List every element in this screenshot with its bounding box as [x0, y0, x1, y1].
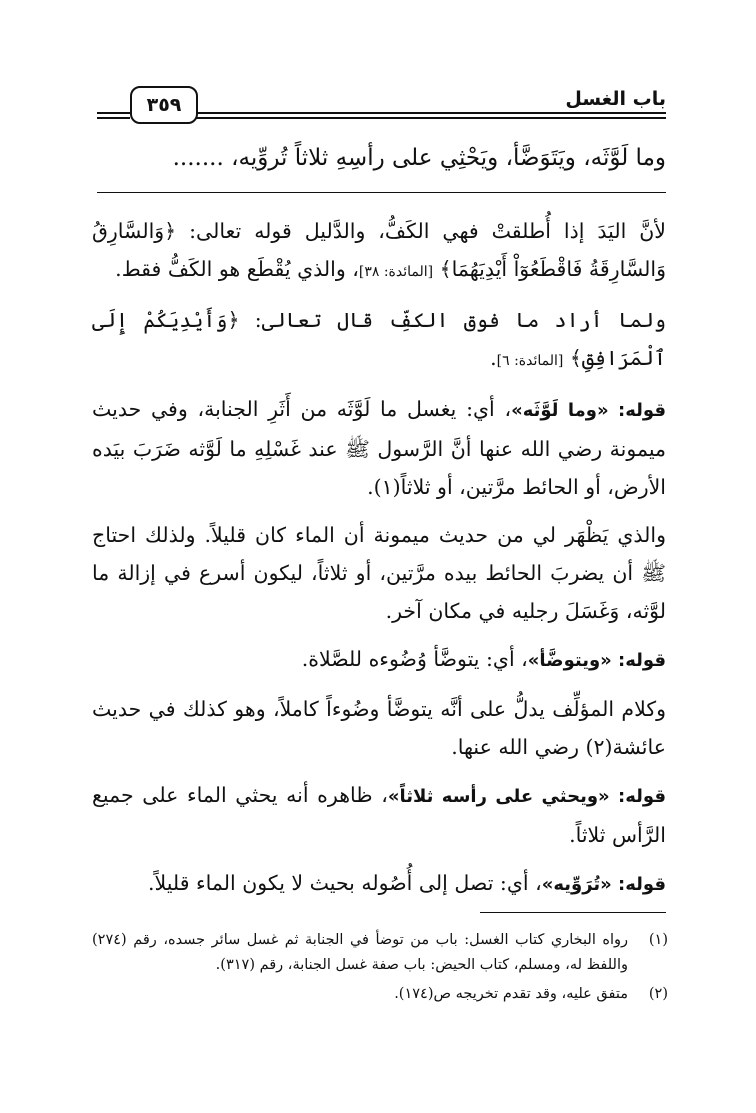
paragraph: [92, 690, 666, 766]
paragraph-text: ، أي: يغسل ما لَوَّثَه من أَثَرِ الجنابة، وفي حديث ميمونة رضي الله عنها أنَّ الرَّسول ﷺ عند غَسْلِهِ ما لَوَّثه ضَرَبَ بيَده الأرض، أو الحائط مرَّتين، أو ثلاثاً(١).: [92, 397, 666, 499]
paragraph-text: ، أي: تصل إلى أُصُوله بحيث لا يكون الماء قليلاً.: [148, 871, 542, 895]
paragraph: [92, 864, 666, 904]
paragraph-text: ، أي: يتوضَّأ وُضُوءه للصَّلاة.: [301, 647, 528, 671]
footnotes: [92, 928, 668, 1011]
quote-keyword: قوله: «ويحثي على رأسه ثلاثاً»: [387, 786, 666, 807]
header-rule-right: [196, 112, 666, 119]
footnote-text: رواه البخاري كتاب الغسل: باب من توضأ في الجنابة ثم غسل سائر جسده، رقم (٢٧٤) واللفظ له، ومسلم، كتاب الحيض: باب صفة غسل الجنابة، رقم (٣١٧).: [92, 932, 628, 973]
paragraph-text: ولما أراد ما فوق الكفِّ قال تعالى: ﴿وَأَيْدِيَكُمْ إِلَى ٱلْمَرَافِقِ﴾: [92, 308, 666, 370]
footnote-text: متفق عليه، وقد تقدم تخريجه ص(١٧٤).: [394, 986, 628, 1002]
footnote-number: (١): [648, 932, 668, 948]
quote-keyword: قوله: «وما لَوَّثَه»: [511, 400, 667, 421]
footnote-number: (٢): [648, 986, 668, 1002]
paragraph-text: لأنَّ اليَدَ إذا أُطلقتْ فهي الكَفُّ، والدَّليل قوله تعالى: ﴿وَالسَّارِقُ وَالسَّارِقَةُ فَاقْطَعُوٓاْ أَيْدِيَهُمَا﴾: [92, 219, 666, 281]
footnote: [92, 982, 668, 1007]
paragraph: [92, 776, 666, 854]
matn-text: وما لَوَّثَه، ويَتَوَضَّأ، ويَحْثِي على رأسِهِ ثلاثاً تُروِّيه، .......: [172, 145, 666, 171]
paragraph-tail: .: [490, 346, 497, 370]
footnote-separator: [480, 912, 666, 913]
paragraph: [92, 212, 666, 291]
paragraph-text: والذي يَظْهَر لي من حديث ميمونة أن الماء كان قليلاً. ولذلك احتاج ﷺ أن يضربَ الحائط بيده مرَّتين، أو ثلاثاً، ليكون أسرع في إزالة ما لوَّثه، وَغَسَلَ رجليه في مكان آخر.: [92, 523, 666, 623]
quote-keyword: قوله: «ويتوضَّأ»: [527, 650, 666, 671]
paragraph: [92, 301, 666, 380]
chapter-title: باب الغسل: [565, 88, 666, 110]
paragraph: [92, 390, 666, 506]
paragraph: [92, 640, 666, 680]
paragraph-tail: ، والذي يُقْطَع هو الكَفُّ فقط.: [115, 257, 359, 281]
paragraph: [92, 516, 666, 630]
paragraph-text: وكلام المؤلِّف يدلُّ على أنَّه يتوضَّأ وضُوءاً كاملاً، وهو كذلك في حديث عائشة(٢) رضي الله عنها.: [92, 697, 666, 759]
page-number: ٣٥٩: [130, 86, 198, 124]
quote-keyword: قوله: «تُرَوِّيه»: [541, 874, 666, 895]
matn-separator: [97, 192, 666, 193]
commentary-body: [92, 212, 666, 914]
quran-citation: [المائدة: ٦]: [496, 353, 564, 369]
header-rule-left: [97, 112, 130, 119]
quran-citation: [المائدة: ٣٨]: [358, 264, 434, 280]
footnote: [92, 928, 668, 978]
paragraph-text: ، ظاهره أنه يحثي الماء على جميع الرَّأس ثلاثاً.: [92, 783, 666, 847]
